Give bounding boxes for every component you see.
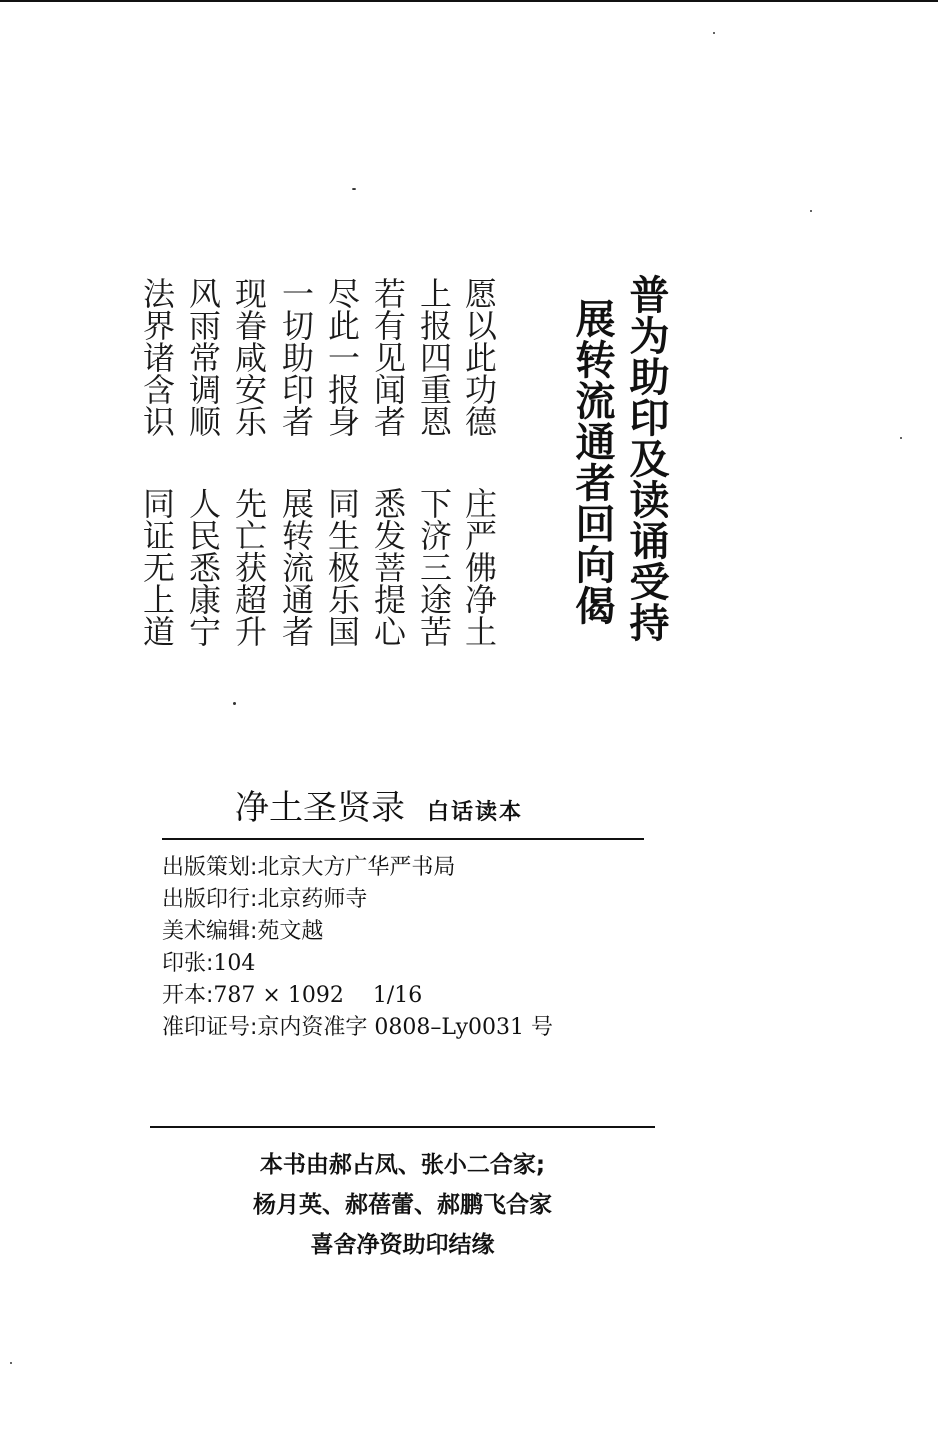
verse-lower-col-7: 人民悉康宁 bbox=[184, 487, 222, 647]
top-border-rule bbox=[0, 0, 938, 2]
colophon-row-art-editor bbox=[162, 916, 642, 948]
verse-upper-col-3: 若有见闻者 bbox=[369, 277, 407, 437]
verse-upper-col-7: 风雨常调顺 bbox=[184, 277, 222, 437]
colophon-value: 北京药师寺 bbox=[257, 887, 368, 912]
book-title-main: 净土圣贤录 bbox=[235, 788, 405, 828]
colophon-row-permit bbox=[162, 1012, 642, 1044]
verse-lower-col-1: 庄严佛净土 bbox=[460, 487, 498, 647]
verse-upper-col-5: 一切助印者 bbox=[277, 277, 315, 437]
verse-upper-col-4: 尽此一报身 bbox=[323, 277, 361, 437]
verse-lower-col-2: 下济三途苦 bbox=[415, 487, 453, 647]
scan-speck bbox=[810, 210, 812, 212]
colophon-label: 出版策划: bbox=[162, 855, 258, 880]
verse-upper-col-1: 愿以此功德 bbox=[460, 277, 498, 437]
donor-line-3: 喜舍净资助印结缘 bbox=[310, 1232, 495, 1258]
colophon-row-format bbox=[162, 980, 642, 1012]
colophon-top-rule bbox=[162, 838, 644, 840]
verse-upper-col-8: 法界诸含识 bbox=[138, 277, 176, 437]
donor-line-2: 杨月英、郝蓓蕾、郝鹏飞合家 bbox=[253, 1192, 552, 1218]
verse-lower-col-8: 同证无上道 bbox=[138, 487, 176, 647]
colophon-value: 苑文越 bbox=[257, 919, 324, 944]
scan-speck bbox=[352, 188, 356, 190]
scan-speck bbox=[713, 32, 715, 34]
dedication-title-line-1: 普为助印及读诵受持 bbox=[623, 274, 670, 643]
verse-lower-col-3: 悉发菩提心 bbox=[369, 487, 407, 647]
colophon-info bbox=[162, 852, 642, 1044]
colophon-label: 美术编辑: bbox=[162, 919, 258, 944]
donor-line-1: 本书由郝占凤、张小二合家; bbox=[259, 1152, 546, 1178]
scan-speck bbox=[900, 437, 902, 439]
colophon-row-planning bbox=[162, 852, 642, 884]
colophon-value: 北京大方广华严书局 bbox=[257, 855, 456, 880]
verse-lower-col-5: 展转流通者 bbox=[277, 487, 315, 647]
verse-upper-col-6: 现眷咸安乐 bbox=[230, 277, 268, 437]
verse-upper-col-2: 上报四重恩 bbox=[415, 277, 453, 437]
colophon-label: 开本: bbox=[162, 983, 214, 1008]
donor-top-rule bbox=[150, 1126, 655, 1128]
verse-lower-col-4: 同生极乐国 bbox=[323, 487, 361, 647]
colophon-label: 出版印行: bbox=[162, 887, 258, 912]
colophon-row-publisher bbox=[162, 884, 642, 916]
colophon-row-sheets bbox=[162, 948, 642, 980]
scan-speck bbox=[10, 1362, 12, 1364]
verse-lower-col-6: 先亡获超升 bbox=[230, 487, 268, 647]
colophon-value: 京内资准字 0808–Ly0031 号 bbox=[257, 1015, 554, 1040]
scan-speck bbox=[233, 702, 236, 705]
book-subtitle: 白话读本 bbox=[427, 799, 524, 825]
dedication-title-line-2: 展转流通者回向偈 bbox=[569, 298, 616, 626]
colophon-value: 787 × 1092 1/16 bbox=[213, 983, 423, 1008]
colophon-label: 准印证号: bbox=[162, 1015, 258, 1040]
donor-notice bbox=[150, 1145, 655, 1265]
colophon-label: 印张: bbox=[162, 951, 214, 976]
colophon-value: 104 bbox=[213, 951, 256, 976]
book-title bbox=[235, 783, 655, 833]
